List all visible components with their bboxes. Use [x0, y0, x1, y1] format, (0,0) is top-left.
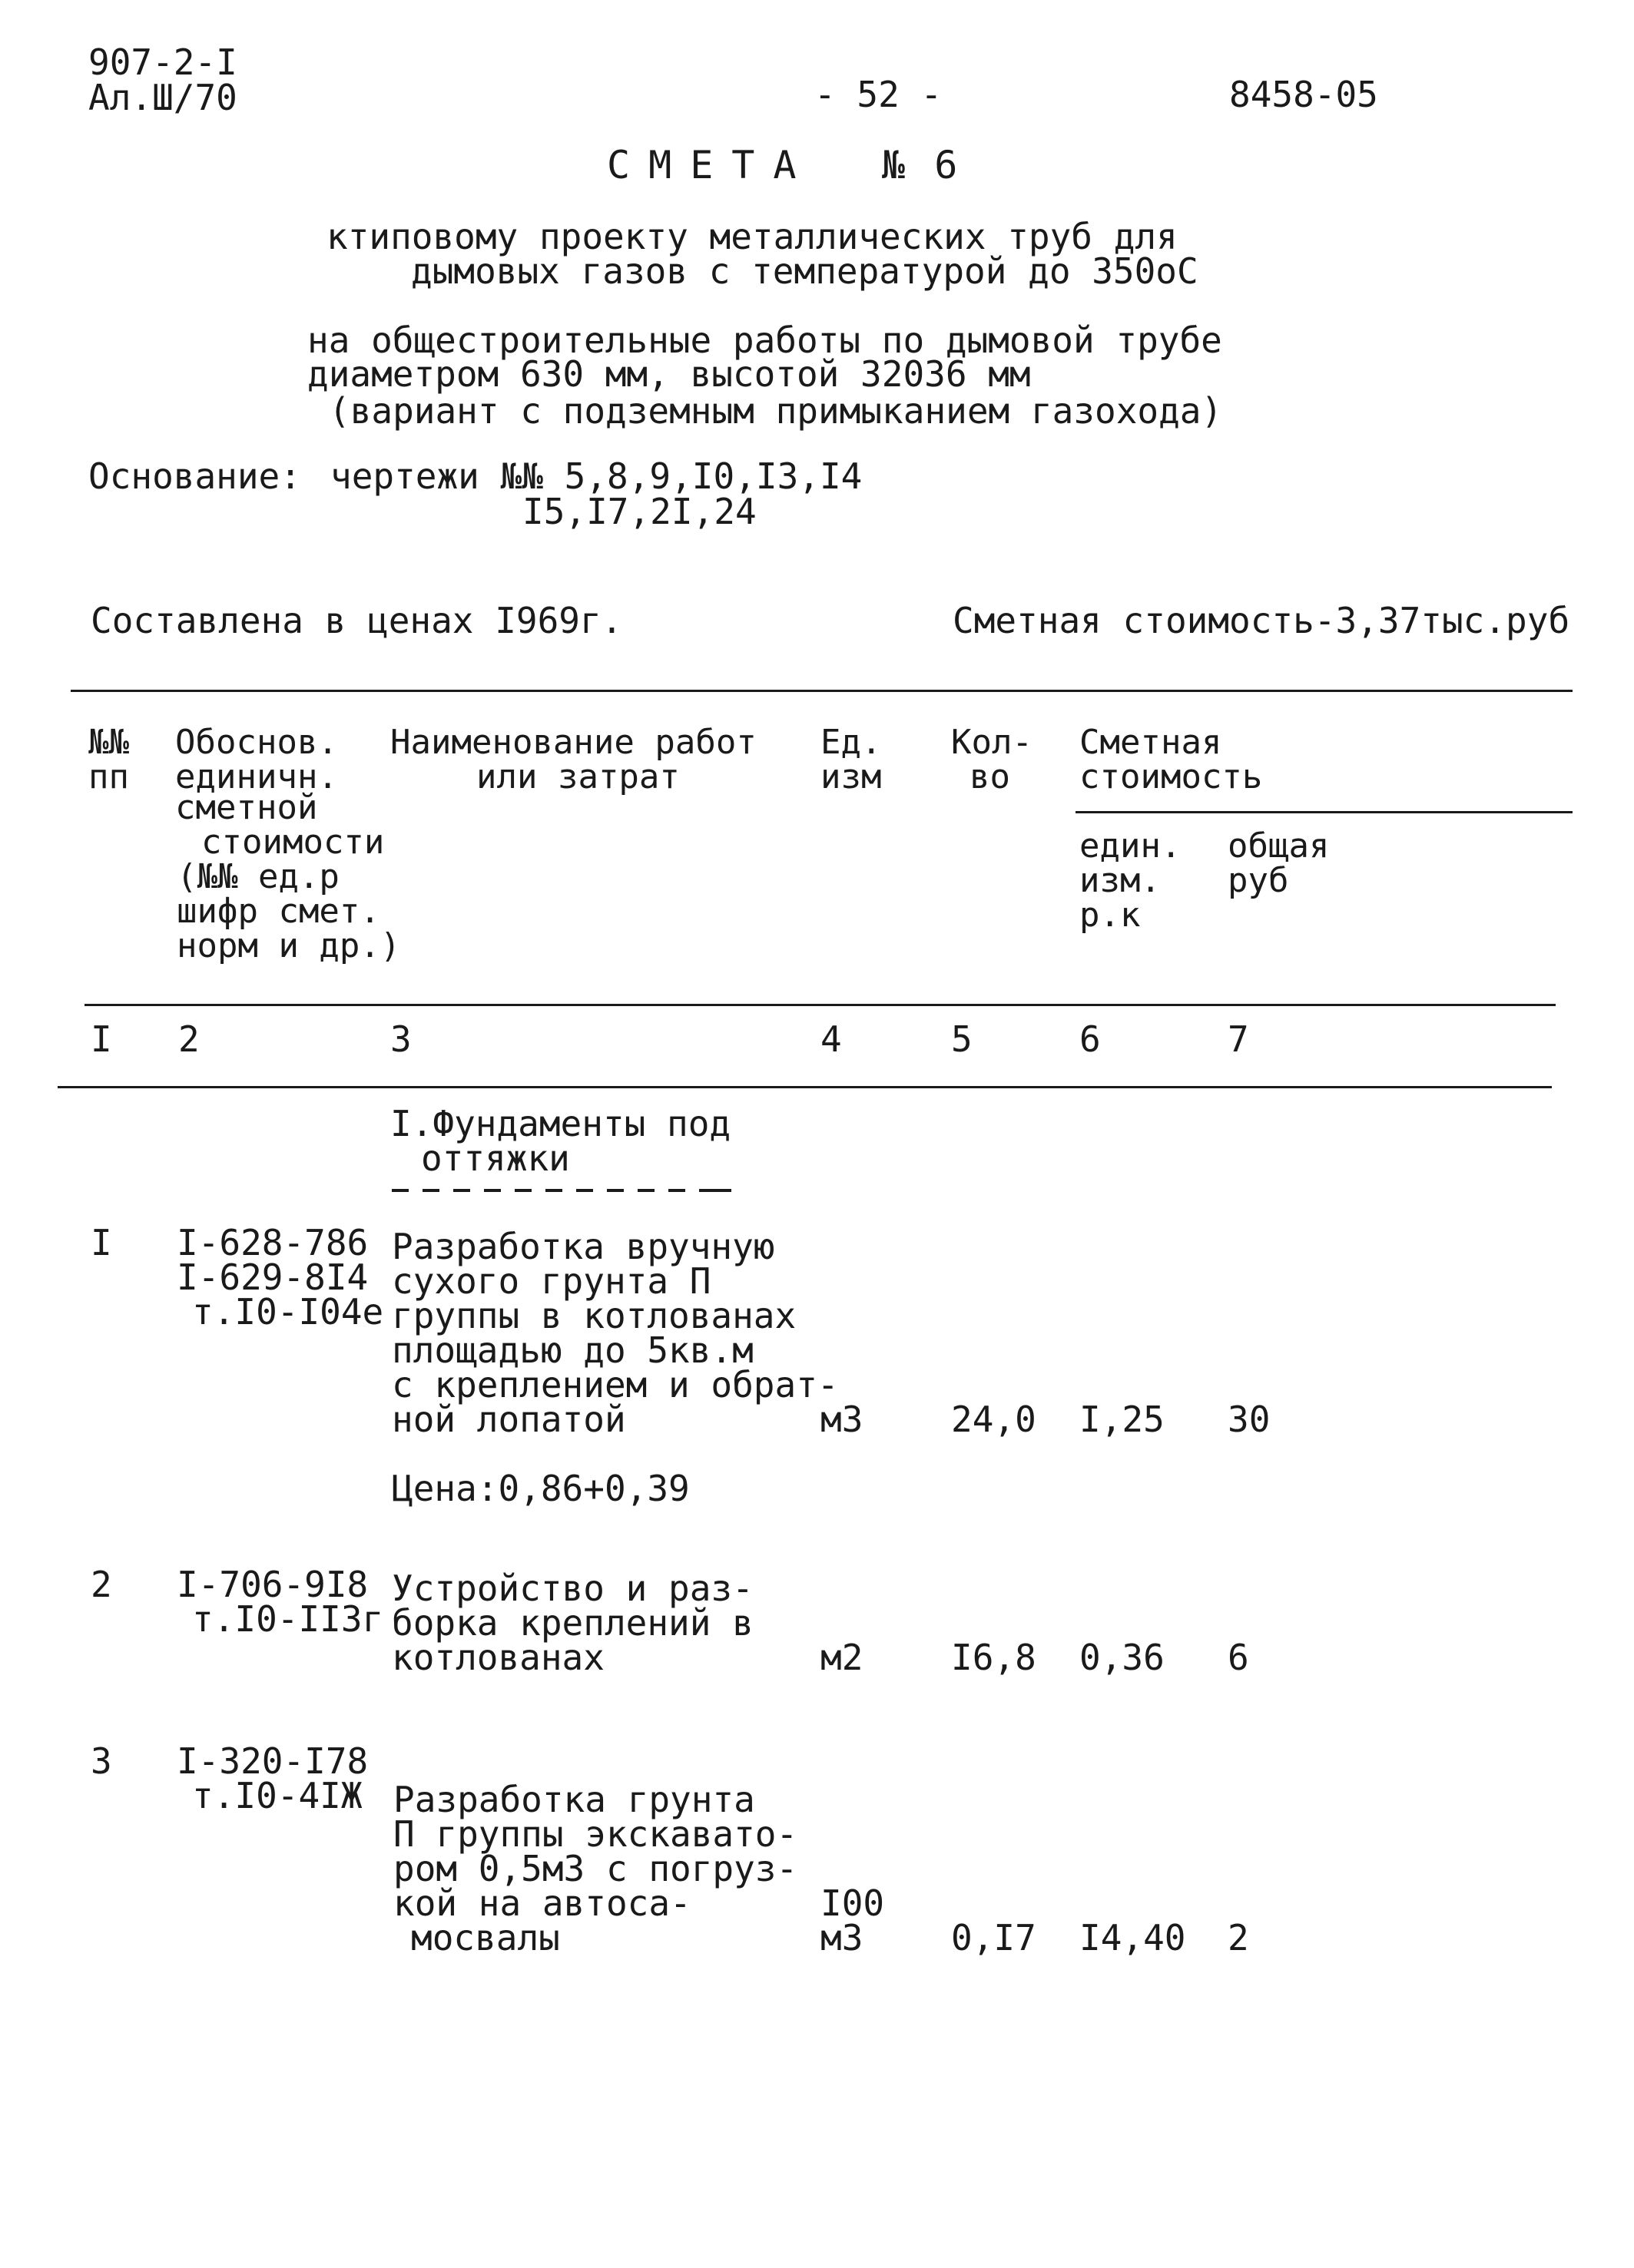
column-number-7: 7 [1228, 1018, 1249, 1060]
document-title: СМЕТА [607, 143, 815, 187]
page-number: - 52 - [814, 74, 943, 115]
row-basis: т.I0-4IЖ [192, 1775, 363, 1816]
basis-drawings-2: I5,I7,2I,24 [522, 491, 757, 532]
basis-drawings-1: чертежи №№ 5,8,9,I0,I3,I4 [330, 455, 863, 497]
row-qty: I6,8 [951, 1637, 1036, 1678]
row-name: с креплением и обрат- [392, 1364, 839, 1405]
header-qty-1: Кол- [951, 723, 1032, 762]
document-number: 8458-05 [1229, 74, 1378, 115]
header-num-1: №№ [88, 723, 129, 762]
header-basis-1: Обоснов. [175, 723, 338, 762]
row-name: борка креплений в [392, 1602, 754, 1644]
row-unit-cost: I4,40 [1079, 1917, 1186, 1958]
row-unit: м2 [820, 1637, 863, 1678]
column-number-1: I [91, 1018, 112, 1060]
row-number: I [91, 1222, 112, 1263]
column-number-4: 4 [820, 1018, 842, 1060]
header-basis-3: сметной [175, 788, 318, 827]
row-name: сухого грунта П [392, 1260, 711, 1302]
column-number-3: 3 [390, 1018, 412, 1060]
column-number-6: 6 [1079, 1018, 1101, 1060]
row-total: 30 [1228, 1399, 1271, 1440]
section-heading-1: I.Фундаменты под [390, 1103, 731, 1144]
series-code: 907-2-I [88, 41, 237, 83]
row-unit-multiplier: I00 [820, 1882, 885, 1924]
header-unit-cost-3: р.к [1079, 896, 1141, 935]
header-basis-4: стоимости [201, 823, 385, 862]
row-name: П группы экскавато- [393, 1813, 798, 1855]
row-qty: 24,0 [951, 1399, 1036, 1440]
row-number: 2 [91, 1564, 112, 1605]
header-basis-7: норм и др.) [177, 926, 401, 965]
header-qty-2: во [969, 757, 1010, 796]
header-num-2: пп [88, 757, 129, 796]
cost-group-rule [1076, 811, 1573, 813]
header-basis-2: единичн. [175, 757, 338, 796]
row-basis: т.I0-I04е [192, 1291, 384, 1333]
row-unit-cost: 0,36 [1079, 1637, 1165, 1678]
row-basis: I-629-8I4 [177, 1257, 369, 1298]
row-name: Разработка вручную [392, 1226, 775, 1267]
row-total: 2 [1228, 1917, 1249, 1958]
compiled-prices: Составлена в ценах I969г. [91, 600, 623, 641]
price-note: Цена:0,86+0,39 [392, 1468, 690, 1509]
row-name: ной лопатой [392, 1399, 626, 1440]
row-name: кой на автоса- [393, 1882, 691, 1924]
row-number: 3 [91, 1740, 112, 1782]
header-cost-group-1: Сметная [1079, 723, 1222, 762]
column-numbers-rule [58, 1086, 1552, 1088]
row-qty: 0,I7 [951, 1917, 1036, 1958]
header-unit-1: Ед. [820, 723, 882, 762]
section-heading-2: оттяжки [421, 1137, 570, 1179]
row-name: группы в котлованах [392, 1295, 797, 1336]
column-number-5: 5 [951, 1018, 973, 1060]
header-basis-6: шифр смет. [177, 892, 380, 931]
subtitle-line-5: (вариант с подземным примыканием газохода) [329, 390, 1223, 432]
row-name: мосвалы [411, 1917, 560, 1958]
header-unit-2: изм [820, 757, 882, 796]
document-number-title: № 6 [882, 143, 961, 187]
table-top-rule [71, 690, 1573, 692]
row-unit: м3 [820, 1917, 863, 1958]
row-name: Разработка грунта [393, 1779, 755, 1820]
subtitle-line-4: диаметром 630 мм, высотой 32036 мм [307, 353, 1031, 395]
header-unit-cost-2: изм. [1079, 861, 1161, 900]
header-cost-group-2: стоимость [1079, 757, 1263, 796]
header-total-2: руб [1228, 861, 1289, 900]
basis-label: Основание: [88, 455, 301, 497]
header-unit-cost-1: един. [1079, 826, 1182, 866]
header-name-2: или затрат [476, 757, 680, 796]
row-name: котлованах [392, 1637, 605, 1678]
header-total-1: общая [1228, 826, 1330, 866]
album-code: Ал.Ш/70 [88, 77, 237, 118]
column-number-2: 2 [178, 1018, 200, 1060]
row-name: площадью до 5кв.м [392, 1329, 754, 1371]
estimated-cost: Сметная стоимость-3,37тыс.руб [953, 600, 1570, 641]
header-name-1: Наименование работ [390, 723, 757, 762]
row-unit: м3 [820, 1399, 863, 1440]
row-basis: I-320-I78 [177, 1740, 369, 1782]
row-name: Устройство и раз- [392, 1568, 754, 1609]
subtitle-line-1: ктиповому проекту металлических труб для [326, 216, 1178, 257]
header-bottom-rule [85, 1004, 1556, 1006]
row-name: ром 0,5м3 с погруз- [393, 1848, 798, 1889]
subtitle-line-3: на общестроительные работы по дымовой трубе [307, 320, 1222, 361]
row-basis: т.I0-II3г [192, 1598, 384, 1640]
header-basis-5: (№№ ед.р [177, 857, 340, 896]
row-basis: I-706-9I8 [177, 1564, 369, 1605]
row-unit-cost: I,25 [1079, 1399, 1165, 1440]
row-total: 6 [1228, 1637, 1249, 1678]
row-basis: I-628-786 [177, 1222, 369, 1263]
subtitle-line-2: дымовых газов с температурой до 350оС [411, 250, 1198, 292]
